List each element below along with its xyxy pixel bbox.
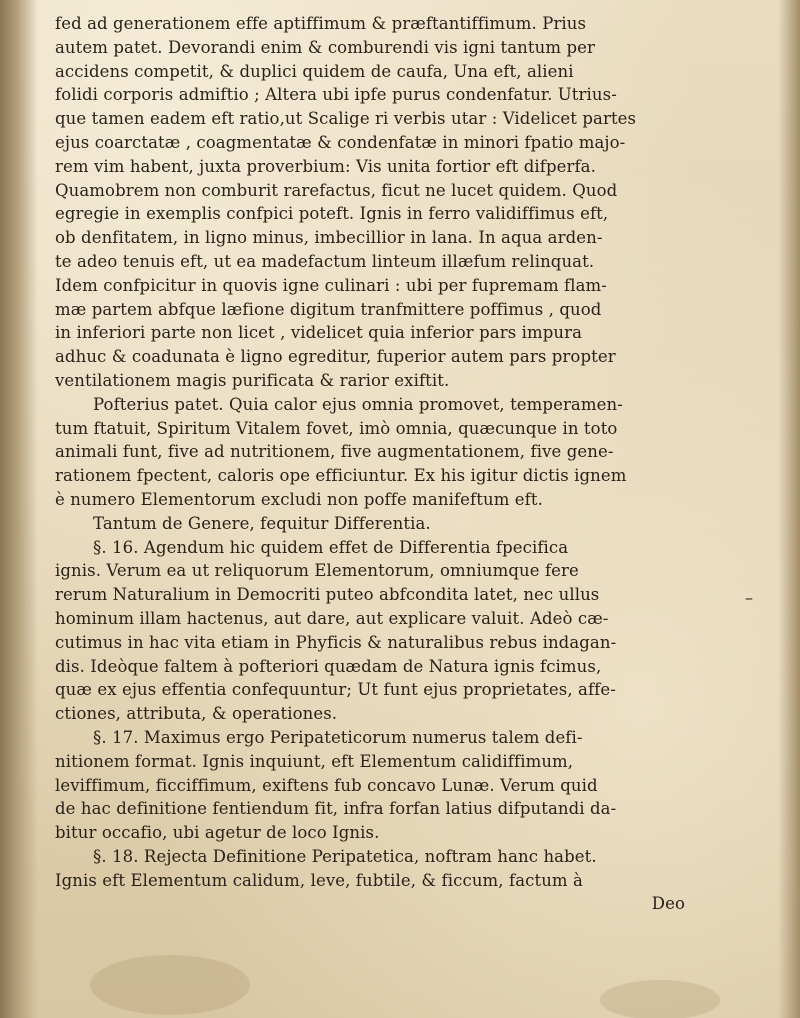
text-line: Quamobrem non comburit rarefactus, ficut ne lucet quidem. Quod bbox=[55, 180, 618, 200]
text-line: ignis. Verum ea ut reliquorum Elementorum, omniumque fere bbox=[55, 561, 579, 581]
text-line: animali funt, five ad nutritionem, five augmentationem, five gene- bbox=[55, 442, 614, 462]
text-line: mæ partem abfque læfione digitum tranfmittere poffimus , quod bbox=[55, 299, 602, 319]
page-gutter-shadow bbox=[0, 0, 38, 1018]
text-line: quæ ex ejus effentia confequuntur; Ut funt ejus proprietates, affe- bbox=[55, 680, 616, 700]
text-line: Ignis eft Elementum calidum, leve, fubtile, & ficcum, factum à bbox=[55, 870, 583, 890]
text-line: rerum Naturalium in Democriti puteo abfcondita latet, nec ullus bbox=[55, 585, 600, 605]
text-line: bitur occafio, ubi agetur de loco Ignis. bbox=[55, 823, 380, 843]
text-line: autem patet. Devorandi enim & comburendi vis igni tantum per bbox=[55, 37, 595, 57]
text-line: ventilationem magis purificata & rarior exiftit. bbox=[55, 370, 450, 390]
text-line: cutimus in hac vita etiam in Phyficis & naturalibus rebus indagan- bbox=[55, 632, 617, 652]
text-line: ctiones, attributa, & operationes. bbox=[55, 704, 338, 724]
text-line: in inferiori parte non licet , videlicet quia inferior pars impura bbox=[55, 323, 583, 343]
text-line: Pofterius patet. Quia calor ejus omnia promovet, temperamen- bbox=[93, 394, 623, 414]
text-line: folidi corporis admiftio ; Altera ubi ipfe purus condenfatur. Utrius- bbox=[55, 85, 617, 105]
text-line: ob denfitatem, in ligno minus, imbecillior in lana. In aqua arden- bbox=[55, 228, 603, 248]
text-line: te adeo tenuis eft, ut ea madefactum linteum illæfum relinquat. bbox=[55, 251, 595, 271]
text-line: rem vim habent, juxta proverbium: Vis unita fortior eft difperfa. bbox=[55, 156, 596, 176]
text-line: dis. Ideòque faltem à pofteriori quædam de Natura ignis fcimus, bbox=[55, 656, 602, 676]
text-line: ejus coarctatæ , coagmentatæ & condenfatæ in minori fpatio majo- bbox=[55, 132, 626, 152]
section-heading: §. 17. Maximus ergo Peripateticorum numerus talem defi- bbox=[93, 727, 583, 747]
margin-mark: – bbox=[745, 588, 753, 607]
text-line: Tantum de Genere, fequitur Differentia. bbox=[93, 513, 431, 533]
section-heading: §. 18. Rejecta Definitione Peripatetica, noftram hanc habet. bbox=[93, 846, 597, 866]
body-text bbox=[55, 12, 715, 916]
text-line: hominum illam hactenus, aut dare, aut explicare valuit. Adeò cæ- bbox=[55, 608, 609, 628]
paper-stain bbox=[600, 980, 720, 1018]
section-heading: §. 16. Agendum hic quidem effet de Differentia fpecifica bbox=[93, 537, 569, 557]
text-line: que tamen eadem eft ratio,ut Scalige ri verbis utar : Videlicet partes bbox=[55, 109, 637, 129]
page-edge-shadow bbox=[778, 0, 800, 1018]
text-line: rationem fpectent, caloris ope efficiuntur. Ex his igitur dictis ignem bbox=[55, 466, 627, 486]
text-line: nitionem format. Ignis inquiunt, eft Elementum calidiffimum, bbox=[55, 751, 574, 771]
text-line: accidens competit, & duplici quidem de caufa, Una eft, alieni bbox=[55, 61, 574, 81]
text-line: de hac definitione fentiendum fit, infra forfan latius difputandi da- bbox=[55, 799, 617, 819]
text-line: leviffimum, ficciffimum, exiftens fub concavo Lunæ. Verum quid bbox=[55, 775, 598, 795]
text-line: adhuc & coadunata è ligno egreditur, fuperior autem pars propter bbox=[55, 347, 616, 367]
text-line: è numero Elementorum excludi non poffe manifeftum eft. bbox=[55, 489, 543, 509]
catchword: Deo bbox=[651, 894, 685, 914]
text-line: tum ftatuit, Spiritum Vitalem fovet, imò omnia, quæcunque in toto bbox=[55, 418, 618, 438]
paper-stain bbox=[90, 955, 250, 1015]
text-line: egregie in exemplis confpici poteft. Ignis in ferro validiffimus eft, bbox=[55, 204, 609, 224]
text-line: Idem confpicitur in quovis igne culinari : ubi per fupremam flam- bbox=[55, 275, 607, 295]
text-line: fed ad generationem effe aptiffimum & præftantiffimum. Prius bbox=[55, 14, 587, 33]
